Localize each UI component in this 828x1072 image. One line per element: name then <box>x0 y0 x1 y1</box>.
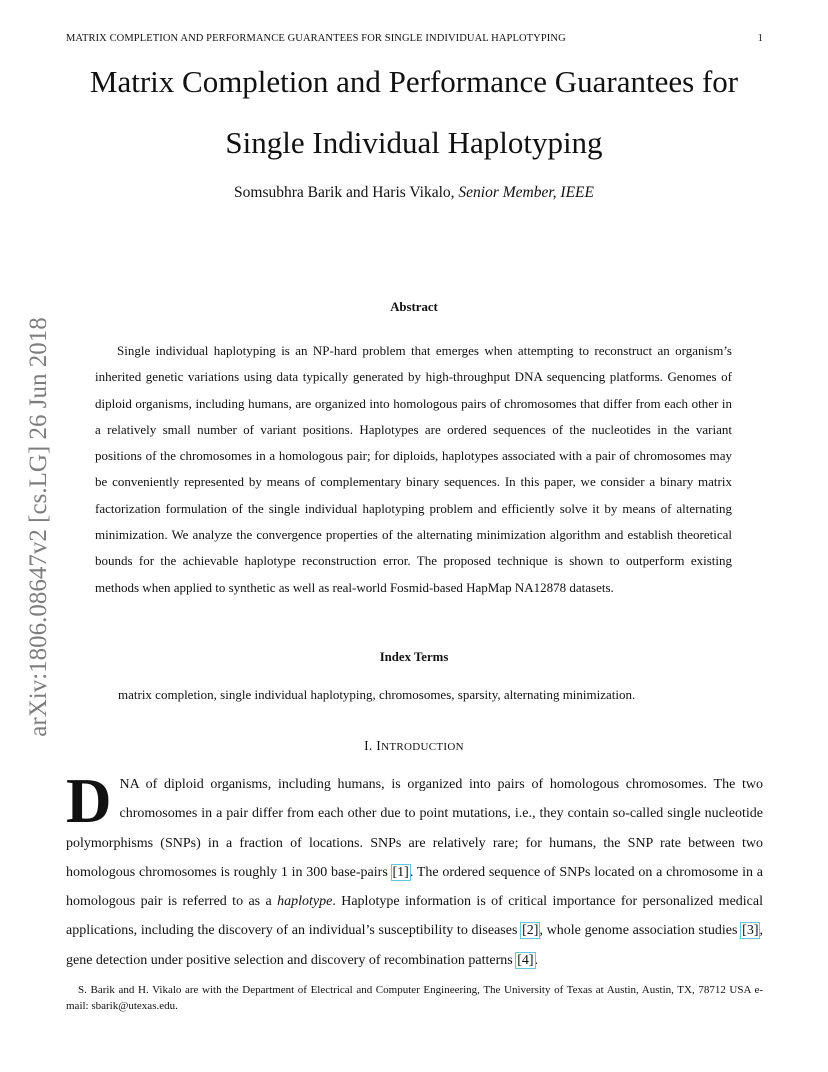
citation-3[interactable]: [3] <box>742 923 759 939</box>
section-title-initial: I <box>376 738 382 753</box>
authors <box>0 184 828 202</box>
abstract-body <box>95 338 732 601</box>
intro-text-3: . Haplotype information is of critical importance for personalized medical applications, including the discovery of an individual’s susceptibility to diseases <box>66 894 763 939</box>
running-head-title: MATRIX COMPLETION AND PERFORMANCE GUARANTEES FOR SINGLE INDIVIDUAL HAPLOTYPING <box>66 33 566 44</box>
arxiv-stamp: arXiv:1806.08647v2 [cs.LG] 26 Jun 2018 <box>25 317 52 737</box>
section-title-rest: NTRODUCTION <box>381 741 464 753</box>
drop-cap: D <box>66 766 112 836</box>
intro-paragraph <box>66 766 763 975</box>
section-heading <box>0 738 828 754</box>
page-number: 1 <box>757 33 763 44</box>
intro-text-4: , whole genome association studies <box>539 923 742 939</box>
intro-text-2: . The ordered sequence of SNPs located on a chromosome in a homologous pair is referred to as a <box>66 864 763 910</box>
paper-title-line-1: Matrix Completion and Performance Guarantees for <box>89 64 739 99</box>
intro-term-haplotype: haplotype <box>277 894 333 910</box>
citation-1[interactable]: [1] <box>392 864 409 880</box>
abstract-heading: Abstract <box>390 300 438 314</box>
index-terms-heading: Index Terms <box>379 650 449 664</box>
footnote-text: S. Barik and H. Vikalo are with the Department of Electrical and Computer Engineering, The University of Texas at Austin, Austin, TX, 78712 USA e-mail: sbarik@utexas.edu. <box>66 984 763 1012</box>
footnote <box>66 983 763 1014</box>
author-names: Somsubhra Barik and Haris Vikalo, <box>234 184 459 201</box>
paper-title-line-2: Single Individual Haplotyping <box>225 125 603 160</box>
intro-text-1: NA of diploid organisms, including humans, is organized into pairs of homologous chromosomes. The two chromosomes in a pair differ from each other due to point mutations, i.e., they contain so-called single nucleotide polymorphisms (SNPs) in a fraction of locations. SNPs are relatively rare; for humans, the SNP rate between two homologous chromosomes is roughly 1 in 300 base-pairs <box>66 777 763 880</box>
citation-2[interactable]: [2] <box>522 923 539 939</box>
abstract-text: Single individual haplotyping is an NP-hard problem that emerges when attempting to reconstruct an organism’s inherited genetic variations using data typically generated by high-throughput DNA sequencing platforms. Genomes of diploid organisms, including humans, are organized into homologous pairs of chromosomes that differ from each other in a relatively small number of variant positions. Haplotypes are ordered sequences of the nucleotides in the variant positions of the chromosomes in a homologous pair; for diploids, haplotypes associated with a pair of chromosomes may be conveniently represented by means of complementary binary sequences. In this paper, we consider a binary matrix factorization formulation of the single individual haplotyping problem and efficiently solve it by means of alternating minimization. We analyze the convergence properties of the alternating minimization algorithm and establish theoretical bounds for the achievable haplotype reconstruction error. The proposed technique is shown to outperform existing methods when applied to synthetic as well as real-world Fosmid-based HapMap NA12878 datasets. <box>95 343 732 595</box>
citation-4[interactable]: [4] <box>517 952 534 968</box>
intro-text-6: . <box>534 952 539 968</box>
intro-text-5: , gene detection under positive selection and discovery of recombination patterns <box>66 923 763 968</box>
section-number: I. <box>364 738 377 753</box>
index-terms-text: matrix completion, single individual haplotyping, chromosomes, sparsity, alternating minimization. <box>118 687 636 702</box>
author-affiliation: Senior Member, IEEE <box>458 184 594 201</box>
